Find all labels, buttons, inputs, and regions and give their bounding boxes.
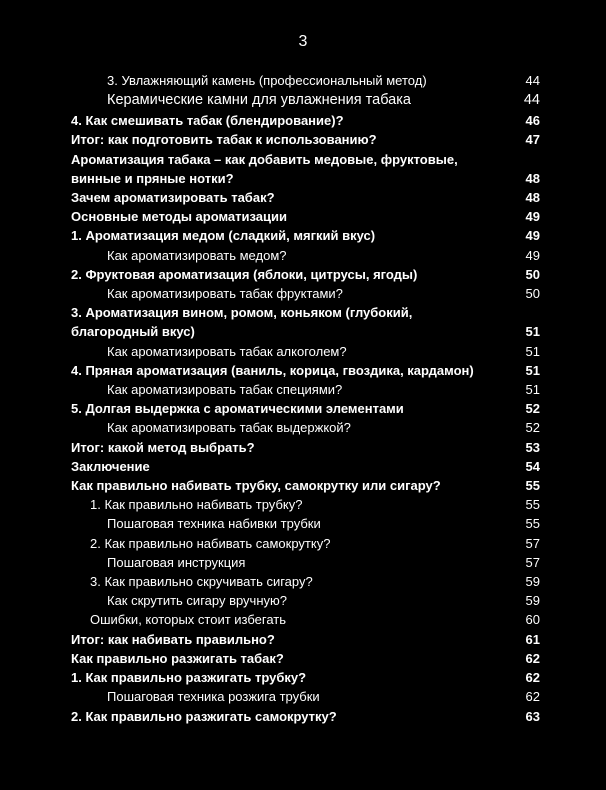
toc-entry[interactable] bbox=[71, 361, 540, 380]
toc-entry-page-number: 50 bbox=[525, 266, 540, 282]
toc-entry[interactable] bbox=[71, 438, 540, 457]
toc-entry[interactable] bbox=[71, 687, 540, 706]
toc-entry[interactable] bbox=[71, 534, 540, 553]
toc-entry-title: 2. Как правильно разжигать самокрутку? bbox=[71, 708, 337, 724]
toc-entry[interactable] bbox=[71, 246, 540, 265]
toc-entry-title: Итог: как подготовить табак к использованию? bbox=[71, 132, 377, 148]
toc-entry[interactable] bbox=[71, 495, 540, 514]
toc-entry[interactable] bbox=[71, 90, 540, 111]
toc-entry-page-number: 60 bbox=[525, 612, 540, 628]
toc-entry[interactable] bbox=[71, 207, 540, 226]
toc-entry-title: Зачем ароматизировать табак? bbox=[71, 190, 275, 206]
toc-entry-page-number: 63 bbox=[525, 708, 540, 724]
table-of-contents bbox=[71, 71, 540, 726]
toc-entry-title: 3. Как правильно скручивать сигару? bbox=[90, 574, 313, 590]
toc-entry-page-number: 59 bbox=[525, 574, 540, 590]
toc-entry-page-number: 51 bbox=[525, 343, 540, 359]
toc-entry-page-number: 47 bbox=[525, 132, 540, 148]
toc-entry[interactable] bbox=[71, 476, 540, 495]
toc-entry-page-number: 48 bbox=[525, 190, 540, 206]
toc-entry[interactable] bbox=[71, 226, 540, 245]
toc-entry-page-number: 59 bbox=[525, 593, 540, 609]
toc-entry-page-number: 49 bbox=[525, 228, 540, 244]
toc-entry-page-number: 62 bbox=[525, 650, 540, 666]
toc-entry-title: 2. Фруктовая ароматизация (яблоки, цитрусы, ягоды) bbox=[71, 266, 418, 282]
toc-entry-page-number: 57 bbox=[525, 535, 540, 551]
toc-entry-title: Как ароматизировать табак алкоголем? bbox=[107, 343, 347, 359]
toc-entry[interactable] bbox=[71, 572, 540, 591]
toc-entry[interactable] bbox=[71, 649, 540, 668]
toc-entry-title: Как правильно набивать трубку, самокрутку или сигару? bbox=[71, 478, 441, 494]
toc-entry[interactable] bbox=[71, 150, 540, 188]
toc-entry-title: Как правильно разжигать табак? bbox=[71, 650, 284, 666]
toc-entry-title: Как ароматизировать медом? bbox=[107, 247, 287, 263]
toc-entry[interactable] bbox=[71, 342, 540, 361]
toc-entry-title: Как ароматизировать табак фруктами? bbox=[107, 286, 343, 302]
toc-entry-title: Ароматизация табака – как добавить медовые, фруктовые, винные и пряные нотки? bbox=[71, 151, 458, 186]
toc-entry-title: Пошаговая техника розжига трубки bbox=[107, 689, 320, 705]
toc-entry[interactable] bbox=[71, 668, 540, 687]
toc-entry[interactable] bbox=[71, 630, 540, 649]
toc-entry[interactable] bbox=[71, 399, 540, 418]
toc-entry[interactable] bbox=[71, 284, 540, 303]
toc-entry-title: Основные методы ароматизации bbox=[71, 209, 287, 225]
toc-entry[interactable] bbox=[71, 380, 540, 399]
toc-entry-page-number: 44 bbox=[525, 73, 540, 88]
toc-entry-title: 4. Как смешивать табак (блендирование)? bbox=[71, 113, 344, 129]
toc-entry-title: 4. Пряная ароматизация (ваниль, корица, гвоздика, кардамон) bbox=[71, 362, 474, 378]
toc-entry[interactable] bbox=[71, 457, 540, 476]
toc-entry-page-number: 51 bbox=[525, 362, 540, 378]
toc-entry-page-number: 57 bbox=[525, 554, 540, 570]
toc-entry-page-number: 62 bbox=[525, 670, 540, 686]
toc-entry[interactable] bbox=[71, 591, 540, 610]
toc-entry-title: Пошаговая инструкция bbox=[107, 554, 246, 570]
toc-entry-title: Как ароматизировать табак специями? bbox=[107, 382, 343, 398]
toc-entry[interactable] bbox=[71, 553, 540, 572]
toc-entry-page-number: 54 bbox=[525, 458, 540, 474]
toc-entry-page-number: 48 bbox=[525, 170, 540, 186]
toc-entry-page-number: 44 bbox=[523, 92, 540, 109]
toc-entry-title: 5. Долгая выдержка с ароматическими элементами bbox=[71, 401, 404, 417]
toc-entry[interactable] bbox=[71, 111, 540, 130]
toc-entry-page-number: 52 bbox=[525, 401, 540, 417]
toc-entry-title: 2. Как правильно набивать самокрутку? bbox=[90, 535, 331, 551]
toc-entry-page-number: 55 bbox=[525, 497, 540, 513]
toc-entry-title: Керамические камни для увлажнения табака bbox=[107, 92, 411, 109]
toc-entry[interactable] bbox=[71, 610, 540, 629]
toc-entry-title: Ошибки, которых стоит избегать bbox=[90, 612, 287, 628]
toc-entry[interactable] bbox=[71, 303, 540, 341]
toc-entry-page-number: 55 bbox=[525, 516, 540, 532]
toc-entry-page-number: 46 bbox=[525, 113, 540, 129]
toc-entry[interactable] bbox=[71, 418, 540, 437]
toc-entry-title: Как скрутить сигару вручную? bbox=[107, 593, 287, 609]
toc-entry-page-number: 51 bbox=[525, 382, 540, 398]
toc-entry-title: 3. Увлажняющий камень (профессиональный метод) bbox=[107, 73, 427, 88]
toc-entry-title: 1. Как правильно разжигать трубку? bbox=[71, 670, 307, 686]
toc-entry-page-number: 51 bbox=[525, 324, 540, 340]
toc-entry-page-number: 49 bbox=[525, 209, 540, 225]
toc-entry-title: Итог: какой метод выбрать? bbox=[71, 439, 255, 455]
toc-entry[interactable] bbox=[71, 514, 540, 533]
toc-entry-title: Пошаговая техника набивки трубки bbox=[107, 516, 321, 532]
toc-entry-title: 1. Как правильно набивать трубку? bbox=[90, 497, 303, 513]
toc-entry-title: 3. Ароматизация вином, ромом, коньяком (глубокий, благородный вкус) bbox=[71, 305, 413, 340]
toc-entry[interactable] bbox=[71, 71, 540, 90]
toc-entry[interactable] bbox=[71, 265, 540, 284]
toc-entry-page-number: 61 bbox=[525, 631, 540, 647]
toc-entry-page-number: 55 bbox=[525, 478, 540, 494]
toc-entry-page-number: 62 bbox=[525, 689, 540, 705]
toc-entry[interactable] bbox=[71, 188, 540, 207]
toc-entry[interactable] bbox=[71, 707, 540, 726]
toc-entry-page-number: 49 bbox=[525, 247, 540, 263]
toc-entry-title: Заключение bbox=[71, 458, 150, 474]
toc-entry-title: 1. Ароматизация медом (сладкий, мягкий вкус) bbox=[71, 228, 376, 244]
toc-entry-title: Как ароматизировать табак выдержкой? bbox=[107, 420, 351, 436]
toc-entry-page-number: 52 bbox=[525, 420, 540, 436]
toc-entry-title: Итог: как набивать правильно? bbox=[71, 631, 275, 647]
toc-entry-page-number: 53 bbox=[525, 439, 540, 455]
toc-entry-page-number: 50 bbox=[525, 286, 540, 302]
page-number: 3 bbox=[298, 33, 308, 50]
toc-entry[interactable] bbox=[71, 130, 540, 149]
